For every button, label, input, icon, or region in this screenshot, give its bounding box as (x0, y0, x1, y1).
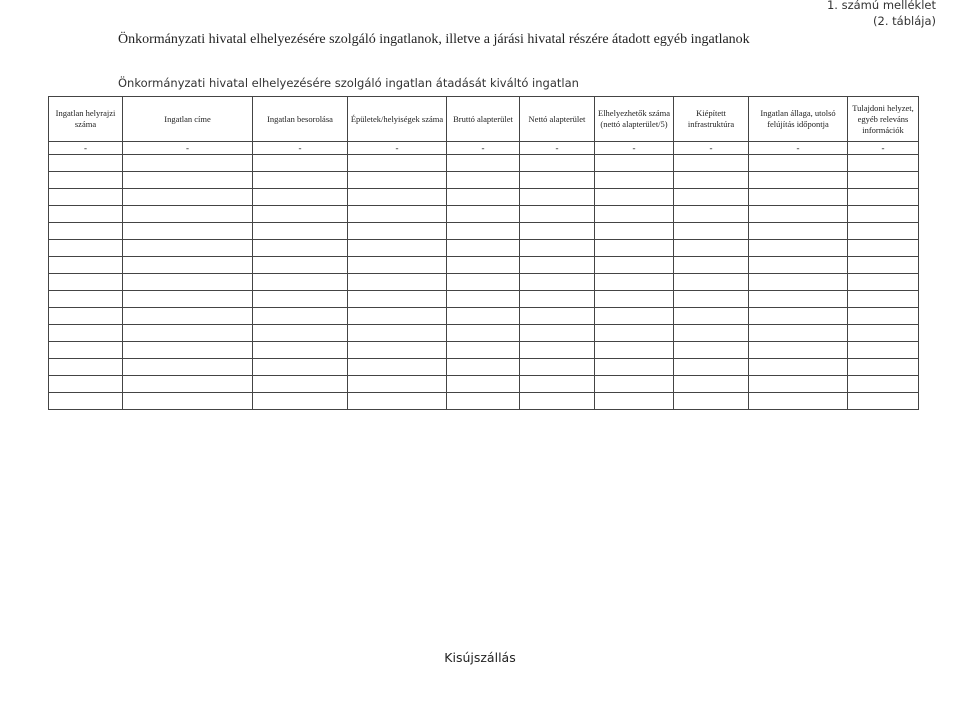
table-cell (447, 359, 520, 376)
table-cell (848, 223, 919, 240)
table-cell: - (674, 142, 749, 155)
table-cell (253, 376, 348, 393)
table-cell (749, 342, 848, 359)
table-cell (49, 240, 123, 257)
table-cell (447, 325, 520, 342)
table-cell (447, 393, 520, 410)
table-cell (595, 376, 674, 393)
table-cell (49, 155, 123, 172)
table-cell: - (348, 142, 447, 155)
table-cell (674, 291, 749, 308)
column-header: Kiépített infrastruktúra (674, 97, 749, 142)
table-cell (595, 189, 674, 206)
table-cell (123, 206, 253, 223)
table-cell (749, 155, 848, 172)
table-cell (253, 291, 348, 308)
table-cell (123, 274, 253, 291)
table-cell (749, 257, 848, 274)
table-cell (348, 308, 447, 325)
table-cell (447, 240, 520, 257)
table-cell (447, 223, 520, 240)
table-cell (123, 325, 253, 342)
table-cell (749, 189, 848, 206)
table-cell (674, 274, 749, 291)
table-cell (520, 393, 595, 410)
table-cell (348, 274, 447, 291)
table-cell (447, 376, 520, 393)
table-cell (49, 359, 123, 376)
table-cell (348, 223, 447, 240)
table-cell (253, 308, 348, 325)
table-cell: - (595, 142, 674, 155)
table-cell (253, 240, 348, 257)
table-row (49, 257, 919, 274)
table-cell (848, 257, 919, 274)
table-cell (595, 308, 674, 325)
table-cell (520, 206, 595, 223)
table-row (49, 342, 919, 359)
table-cell: - (520, 142, 595, 155)
table-cell (520, 342, 595, 359)
table-cell (49, 206, 123, 223)
table-cell (49, 342, 123, 359)
table-cell (848, 172, 919, 189)
table-cell (595, 325, 674, 342)
table-cell (123, 376, 253, 393)
table-cell (123, 240, 253, 257)
table-row (49, 223, 919, 240)
table-cell (123, 155, 253, 172)
table-cell (595, 393, 674, 410)
table-cell (49, 172, 123, 189)
table-cell (674, 257, 749, 274)
table-cell (674, 206, 749, 223)
table-cell (49, 223, 123, 240)
table-cell (49, 376, 123, 393)
table-row (49, 206, 919, 223)
table-cell (49, 274, 123, 291)
table-cell (348, 172, 447, 189)
table-cell (848, 376, 919, 393)
table-cell (595, 257, 674, 274)
table-cell (520, 274, 595, 291)
table-cell (49, 257, 123, 274)
table-cell (253, 257, 348, 274)
table-cell (749, 274, 848, 291)
table-cell (253, 325, 348, 342)
table-cell (520, 240, 595, 257)
table-cell (595, 342, 674, 359)
table-cell (123, 189, 253, 206)
table-cell (848, 155, 919, 172)
table-cell (848, 240, 919, 257)
table-row (49, 359, 919, 376)
table-cell (749, 291, 848, 308)
table-row (49, 189, 919, 206)
table-cell (749, 393, 848, 410)
table-cell (674, 189, 749, 206)
table-cell: - (447, 142, 520, 155)
table-cell (49, 189, 123, 206)
table-row (49, 325, 919, 342)
table-cell (674, 359, 749, 376)
table-cell (348, 257, 447, 274)
table-cell (348, 325, 447, 342)
table-cell (520, 359, 595, 376)
column-header: Tulajdoni helyzet, egyéb releváns információk (848, 97, 919, 142)
table-cell (253, 206, 348, 223)
table-cell (348, 376, 447, 393)
table-cell: - (848, 142, 919, 155)
table-cell (447, 257, 520, 274)
column-header: Bruttó alapterület (447, 97, 520, 142)
table-cell (674, 240, 749, 257)
table-cell (520, 376, 595, 393)
table-cell (674, 155, 749, 172)
table-cell (123, 393, 253, 410)
table-row (49, 308, 919, 325)
table-row (49, 291, 919, 308)
table-cell (520, 223, 595, 240)
table-cell (595, 274, 674, 291)
table-cell (123, 308, 253, 325)
table-row (49, 240, 919, 257)
table-cell (253, 342, 348, 359)
table-cell (520, 308, 595, 325)
table-cell (595, 172, 674, 189)
table-cell (123, 172, 253, 189)
table-cell (520, 257, 595, 274)
table-cell (520, 325, 595, 342)
table-cell: - (253, 142, 348, 155)
table-cell (123, 359, 253, 376)
table-cell (848, 393, 919, 410)
table-cell (749, 240, 848, 257)
table-cell (674, 172, 749, 189)
table-row (49, 274, 919, 291)
table-cell (348, 189, 447, 206)
table-header-row (49, 97, 919, 142)
table-cell: - (123, 142, 253, 155)
table-row (49, 376, 919, 393)
table-cell (253, 155, 348, 172)
table-cell (123, 291, 253, 308)
table-cell (595, 223, 674, 240)
table-cell (49, 291, 123, 308)
page-title: Önkormányzati hivatal elhelyezésére szolgáló ingatlanok, illetve a járási hivatal részére átadott egyéb ingatlanok (118, 32, 750, 47)
table-cell (848, 308, 919, 325)
property-table (48, 96, 919, 410)
table-cell (674, 376, 749, 393)
table-row (49, 393, 919, 410)
place-name: Kisújszállás (444, 650, 516, 665)
table-cell (253, 172, 348, 189)
annex-label (827, 0, 936, 29)
table-cell (447, 291, 520, 308)
table-cell (749, 359, 848, 376)
table-cell (348, 206, 447, 223)
table-cell (595, 240, 674, 257)
table-cell (595, 359, 674, 376)
table-cell (520, 189, 595, 206)
table-cell (674, 308, 749, 325)
annex-table-ref: (2. táblája) (873, 14, 936, 28)
table-cell (749, 172, 848, 189)
table-cell: - (749, 142, 848, 155)
table-cell (749, 308, 848, 325)
table-cell (447, 206, 520, 223)
table-cell (447, 155, 520, 172)
table-cell (595, 155, 674, 172)
table-cell (348, 291, 447, 308)
table-cell (749, 325, 848, 342)
table-cell (520, 172, 595, 189)
table-cell (253, 223, 348, 240)
table-cell (848, 274, 919, 291)
table-cell (520, 291, 595, 308)
table-cell (49, 325, 123, 342)
table-cell (348, 342, 447, 359)
table-cell (123, 223, 253, 240)
table-cell (447, 189, 520, 206)
table-cell (348, 240, 447, 257)
table-cell (253, 274, 348, 291)
table-row (49, 172, 919, 189)
table-cell (253, 189, 348, 206)
table-cell (49, 393, 123, 410)
table-cell (848, 189, 919, 206)
table-cell (253, 359, 348, 376)
table-cell (447, 274, 520, 291)
column-header: Ingatlan helyrajzi száma (49, 97, 123, 142)
table-cell (749, 376, 848, 393)
table-row (49, 155, 919, 172)
table-cell (749, 223, 848, 240)
table-cell (848, 206, 919, 223)
table-cell (848, 342, 919, 359)
column-header: Nettó alapterület (520, 97, 595, 142)
table-cell (674, 342, 749, 359)
table-cell (123, 257, 253, 274)
table-cell (348, 155, 447, 172)
column-header: Ingatlan állaga, utolsó felújítás időpontja (749, 97, 848, 142)
column-header: Ingatlan címe (123, 97, 253, 142)
table-cell (49, 308, 123, 325)
table-cell (447, 342, 520, 359)
table-cell (348, 393, 447, 410)
table-cell (848, 325, 919, 342)
table-cell (674, 325, 749, 342)
column-header: Elhelyezhetők száma (nettó alapterület/5) (595, 97, 674, 142)
column-header: Épületek/helyiségek száma (348, 97, 447, 142)
table-row (49, 142, 919, 155)
table-cell (447, 308, 520, 325)
table-cell (848, 291, 919, 308)
table-cell (520, 155, 595, 172)
column-header: Ingatlan besorolása (253, 97, 348, 142)
table-cell (123, 342, 253, 359)
table-cell (674, 223, 749, 240)
table-cell (848, 359, 919, 376)
table-cell (447, 172, 520, 189)
table-cell (749, 206, 848, 223)
table-cell (253, 393, 348, 410)
table-cell: - (49, 142, 123, 155)
table-cell (595, 206, 674, 223)
table-cell (595, 291, 674, 308)
table-cell (674, 393, 749, 410)
table-caption: Önkormányzati hivatal elhelyezésére szolgáló ingatlan átadását kiváltó ingatlan (118, 76, 579, 90)
annex-number: 1. számú melléklet (826, 0, 936, 12)
table-cell (348, 359, 447, 376)
